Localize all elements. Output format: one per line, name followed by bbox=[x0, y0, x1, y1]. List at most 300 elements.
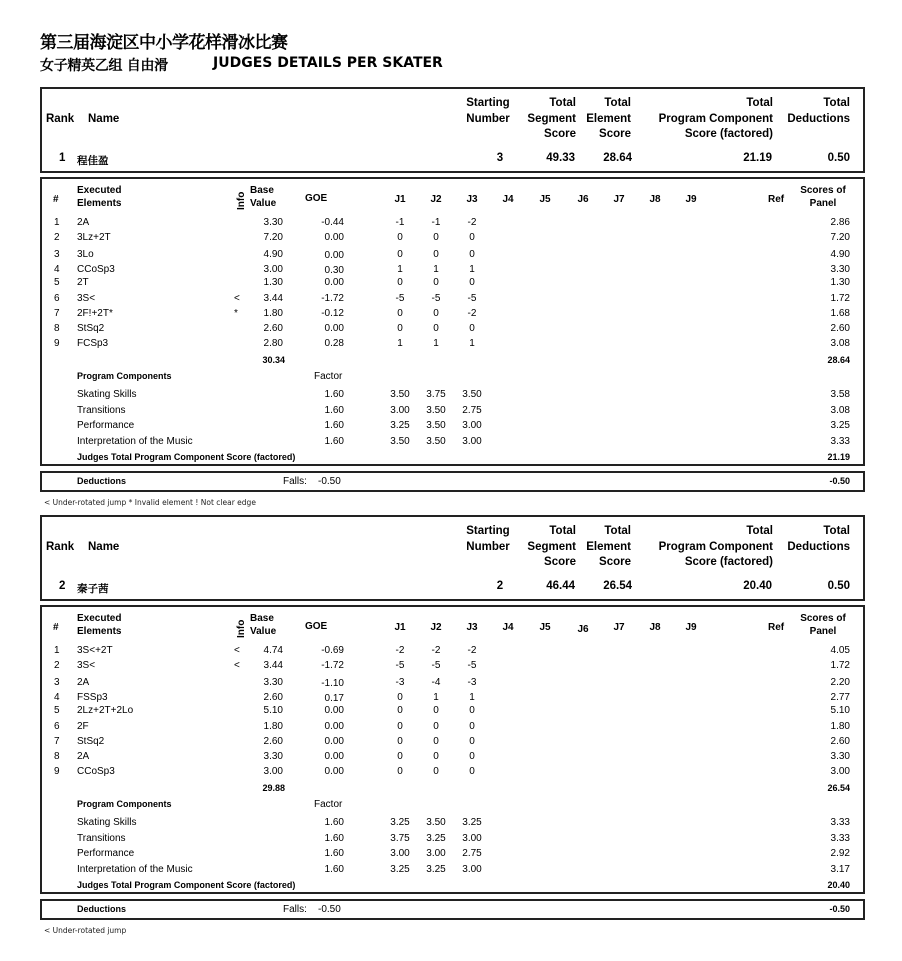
element-panel-score: 1.72 bbox=[830, 292, 850, 304]
total-deductions-header-line: Total bbox=[823, 97, 850, 109]
component-panel-score: 3.25 bbox=[830, 420, 850, 432]
element-base-value: 3.44 bbox=[263, 660, 283, 672]
total-pcs-header-line: Program Component bbox=[658, 540, 773, 553]
component-factor: 1.60 bbox=[324, 832, 344, 844]
falls-value: -0.50 bbox=[318, 476, 341, 487]
element-panel-score: 4.05 bbox=[830, 645, 850, 656]
element-score-total: 26.54 bbox=[827, 783, 850, 793]
judge-header-j1: J1 bbox=[394, 194, 406, 205]
element-num: 2 bbox=[54, 232, 60, 244]
element-base-value: 4.90 bbox=[263, 248, 283, 260]
element-panel-score: 2.77 bbox=[830, 691, 850, 703]
total-pcs: 20.40 bbox=[743, 580, 772, 592]
component-judge-score: 3.50 bbox=[462, 389, 482, 400]
name-header: Name bbox=[88, 541, 120, 553]
element-judge-score: 1 bbox=[469, 691, 475, 703]
element-judge-score: 0 bbox=[397, 720, 403, 732]
element-judge-score: 0 bbox=[433, 705, 439, 717]
total-segment-score-header bbox=[518, 524, 576, 571]
total-pcs-header-line: Total bbox=[746, 525, 773, 537]
info-header: Info bbox=[236, 191, 247, 210]
deductions-label: Deductions bbox=[77, 476, 127, 486]
total-element-score-header-line: Total bbox=[604, 525, 631, 537]
program-components-header: Program Components bbox=[77, 799, 172, 809]
element-goe: 0.00 bbox=[324, 735, 344, 747]
element-goe: -1.10 bbox=[321, 677, 344, 689]
component-name: Interpretation of the Music bbox=[77, 864, 193, 876]
element-num: 6 bbox=[54, 720, 60, 732]
total-segment-score-header bbox=[518, 96, 576, 143]
component-factor: 1.60 bbox=[324, 864, 344, 876]
component-judge-score: 3.25 bbox=[390, 864, 410, 876]
component-name: Transitions bbox=[77, 404, 126, 416]
component-factor: 1.60 bbox=[324, 420, 344, 432]
element-judge-score: 1 bbox=[469, 337, 475, 349]
element-judge-score: 0 bbox=[397, 750, 403, 762]
element-goe: -1.72 bbox=[321, 660, 344, 672]
judge-header-j7: J7 bbox=[613, 622, 625, 633]
element-goe: 0.17 bbox=[324, 692, 344, 704]
total-element-score-header bbox=[585, 524, 631, 571]
element-goe: 0.00 bbox=[324, 249, 344, 261]
component-judge-score: 2.75 bbox=[462, 404, 482, 416]
element-judge-score: 0 bbox=[433, 248, 439, 260]
element-judge-score: 0 bbox=[433, 307, 439, 319]
judge-header-j9: J9 bbox=[685, 622, 697, 633]
component-judge-score: 3.50 bbox=[426, 420, 446, 432]
component-judge-score: 3.00 bbox=[426, 848, 446, 860]
skater-rank: 1 bbox=[59, 152, 66, 164]
element-judge-score: 0 bbox=[469, 750, 475, 762]
element-code: 3S<+2T bbox=[77, 645, 113, 656]
program-components-header: Program Components bbox=[77, 371, 172, 381]
starting-number-header-line: Number bbox=[466, 112, 510, 125]
element-judge-score: 1 bbox=[469, 263, 475, 275]
element-code: CCoSp3 bbox=[77, 765, 115, 777]
element-panel-score: 1.80 bbox=[830, 720, 850, 732]
base-value-header-line: Base bbox=[250, 185, 274, 196]
starting-number-header-line: Number bbox=[466, 540, 510, 553]
total-deductions: 0.50 bbox=[827, 580, 850, 592]
executed-elements-header bbox=[77, 184, 121, 210]
judge-header-j5: J5 bbox=[539, 194, 551, 205]
element-judge-score: 0 bbox=[397, 232, 403, 244]
element-judge-score: 0 bbox=[397, 307, 403, 319]
element-judge-score: 0 bbox=[433, 277, 439, 289]
judge-header-j4: J4 bbox=[502, 622, 514, 633]
base-value-header bbox=[250, 612, 276, 638]
component-judge-score: 3.50 bbox=[390, 389, 410, 400]
base-value-total: 29.88 bbox=[262, 783, 285, 793]
element-judge-score: 0 bbox=[469, 248, 475, 260]
total-deductions-header bbox=[780, 96, 850, 127]
element-judge-score: -2 bbox=[467, 645, 477, 656]
element-code: 2Lz+2T+2Lo bbox=[77, 705, 134, 717]
element-judge-score: 0 bbox=[469, 735, 475, 747]
element-base-value: 3.44 bbox=[263, 292, 283, 304]
starting-number-header-line: Starting bbox=[466, 525, 510, 537]
component-judge-score: 3.50 bbox=[426, 817, 446, 828]
component-panel-score: 3.33 bbox=[830, 817, 850, 828]
judge-header-j1: J1 bbox=[394, 622, 406, 633]
element-code: FSSp3 bbox=[77, 691, 108, 703]
element-panel-score: 2.20 bbox=[830, 676, 850, 688]
element-num: 1 bbox=[54, 645, 60, 656]
element-num: 7 bbox=[54, 735, 60, 747]
skater-name: 程佳盈 bbox=[77, 155, 109, 167]
starting-number-header bbox=[460, 524, 516, 555]
component-factor: 1.60 bbox=[324, 848, 344, 860]
element-judge-score: 1 bbox=[433, 263, 439, 275]
element-goe: 0.00 bbox=[324, 750, 344, 762]
starting-number-header bbox=[460, 96, 516, 127]
component-judge-score: 3.50 bbox=[426, 436, 446, 448]
legend-note: < Under-rotated jump bbox=[44, 926, 127, 935]
element-goe: 0.00 bbox=[324, 277, 344, 289]
element-info: * bbox=[234, 307, 238, 319]
element-goe: 0.00 bbox=[324, 232, 344, 244]
element-base-value: 3.00 bbox=[263, 765, 283, 777]
element-num: 8 bbox=[54, 322, 60, 334]
component-factor: 1.60 bbox=[324, 404, 344, 416]
component-judge-score: 3.50 bbox=[426, 404, 446, 416]
element-info: < bbox=[234, 292, 240, 304]
element-num: 7 bbox=[54, 307, 60, 319]
component-name: Performance bbox=[77, 848, 135, 860]
total-deductions: 0.50 bbox=[827, 152, 850, 164]
element-goe: 0.00 bbox=[324, 765, 344, 777]
component-judge-score: 3.00 bbox=[390, 848, 410, 860]
element-num: 1 bbox=[54, 217, 60, 228]
total-deductions-header-line: Deductions bbox=[787, 112, 850, 125]
ref-header: Ref bbox=[768, 194, 785, 205]
element-num: 4 bbox=[54, 263, 60, 275]
element-judge-score: 0 bbox=[397, 248, 403, 260]
starting-number-header-line: Starting bbox=[466, 97, 510, 109]
element-judge-score: 0 bbox=[469, 705, 475, 717]
judges-total-pcs-value: 21.19 bbox=[827, 452, 850, 462]
element-score-total: 28.64 bbox=[827, 355, 850, 365]
component-factor: 1.60 bbox=[324, 389, 344, 400]
judge-header-j9: J9 bbox=[685, 194, 697, 205]
ref-header: Ref bbox=[768, 622, 785, 633]
total-segment-score-header-line: Total bbox=[549, 525, 576, 537]
rank-header: Rank bbox=[46, 541, 75, 553]
element-judge-score: -2 bbox=[395, 645, 405, 656]
falls-label: Falls: bbox=[283, 476, 307, 487]
element-goe: -1.72 bbox=[321, 292, 344, 304]
judge-header-j8: J8 bbox=[649, 194, 661, 205]
component-judge-score: 3.00 bbox=[462, 436, 482, 448]
judges-total-pcs-value: 20.40 bbox=[827, 880, 850, 890]
component-name: Performance bbox=[77, 420, 135, 432]
element-num: 6 bbox=[54, 292, 60, 304]
component-panel-score: 2.92 bbox=[830, 848, 850, 860]
element-judge-score: 0 bbox=[397, 691, 403, 703]
deductions-label: Deductions bbox=[77, 904, 127, 914]
factor-header: Factor bbox=[314, 371, 343, 382]
element-base-value: 3.00 bbox=[263, 263, 283, 275]
component-panel-score: 3.17 bbox=[830, 864, 850, 876]
base-value-header-line: Value bbox=[250, 626, 277, 637]
skater-name: 秦子茜 bbox=[77, 583, 109, 595]
element-judge-score: -3 bbox=[467, 676, 477, 688]
element-code: 3Lo bbox=[77, 248, 94, 260]
element-base-value: 1.80 bbox=[263, 720, 283, 732]
judge-header-j6: J6 bbox=[577, 194, 589, 205]
element-info: < bbox=[234, 645, 240, 656]
element-judge-score: 0 bbox=[433, 232, 439, 244]
executed-elements-header-line: Elements bbox=[77, 626, 122, 637]
total-element-score-header-line: Score bbox=[599, 128, 631, 140]
num-header: # bbox=[53, 622, 59, 633]
element-base-value: 2.60 bbox=[263, 322, 283, 334]
element-base-value: 4.74 bbox=[263, 645, 283, 656]
element-judge-score: 0 bbox=[469, 277, 475, 289]
element-num: 5 bbox=[54, 705, 60, 717]
element-code: 2F bbox=[77, 720, 89, 732]
rank-header: Rank bbox=[46, 113, 75, 125]
judges-total-pcs-label: Judges Total Program Component Score (factored) bbox=[77, 880, 296, 890]
element-judge-score: 0 bbox=[433, 322, 439, 334]
judge-header-j5: J5 bbox=[539, 622, 551, 633]
element-base-value: 1.80 bbox=[263, 307, 283, 319]
factor-header: Factor bbox=[314, 799, 343, 810]
element-judge-score: -3 bbox=[395, 676, 405, 688]
total-element-score-header-line: Element bbox=[586, 540, 631, 553]
component-name: Interpretation of the Music bbox=[77, 436, 193, 448]
element-judge-score: 1 bbox=[397, 263, 403, 275]
element-judge-score: -2 bbox=[467, 307, 477, 319]
deductions-total: -0.50 bbox=[829, 476, 850, 486]
total-element-score-header-line: Total bbox=[604, 97, 631, 109]
element-judge-score: -1 bbox=[431, 217, 441, 228]
element-panel-score: 5.10 bbox=[830, 705, 850, 717]
component-name: Skating Skills bbox=[77, 389, 137, 400]
judge-header-j2: J2 bbox=[430, 622, 442, 633]
total-deductions-header bbox=[780, 524, 850, 555]
component-panel-score: 3.08 bbox=[830, 404, 850, 416]
element-num: 9 bbox=[54, 765, 60, 777]
judge-header-j7: J7 bbox=[613, 194, 625, 205]
starting-number: 2 bbox=[496, 580, 504, 592]
element-panel-score: 2.60 bbox=[830, 322, 850, 334]
base-value-total: 30.34 bbox=[262, 355, 285, 365]
total-deductions-header-line: Deductions bbox=[787, 540, 850, 553]
element-code: CCoSp3 bbox=[77, 263, 115, 275]
executed-elements-header bbox=[77, 612, 121, 638]
component-judge-score: 3.75 bbox=[390, 832, 410, 844]
scores-of-panel-header-line: Panel bbox=[809, 626, 837, 637]
total-element-score-header bbox=[585, 96, 631, 143]
element-judge-score: 0 bbox=[469, 720, 475, 732]
executed-elements-header-line: Executed bbox=[77, 613, 122, 624]
element-judge-score: 0 bbox=[433, 735, 439, 747]
element-base-value: 3.30 bbox=[263, 750, 283, 762]
element-base-value: 5.10 bbox=[263, 705, 283, 717]
element-num: 2 bbox=[54, 660, 60, 672]
element-num: 3 bbox=[54, 676, 60, 688]
goe-header: GOE bbox=[305, 193, 328, 204]
element-judge-score: 0 bbox=[397, 705, 403, 717]
element-judge-score: -1 bbox=[395, 217, 405, 228]
total-element-score-header-line: Element bbox=[586, 112, 631, 125]
judge-header-j3: J3 bbox=[466, 622, 478, 633]
total-element-score-header-line: Score bbox=[599, 556, 631, 568]
element-code: FCSp3 bbox=[77, 337, 109, 349]
component-name: Transitions bbox=[77, 832, 126, 844]
element-goe: 0.00 bbox=[324, 322, 344, 334]
component-judge-score: 2.75 bbox=[462, 848, 482, 860]
total-segment-score: 46.44 bbox=[546, 580, 575, 592]
scores-of-panel-header bbox=[795, 184, 851, 210]
element-judge-score: 0 bbox=[469, 322, 475, 334]
element-base-value: 2.60 bbox=[263, 691, 283, 703]
component-judge-score: 3.00 bbox=[462, 420, 482, 432]
total-element-score: 28.64 bbox=[603, 152, 632, 164]
executed-elements-header-line: Elements bbox=[77, 198, 122, 209]
element-panel-score: 4.90 bbox=[830, 248, 850, 260]
element-panel-score: 3.30 bbox=[830, 750, 850, 762]
component-judge-score: 3.25 bbox=[462, 817, 482, 828]
category-segment: 女子精英乙组 自由滑 bbox=[40, 58, 168, 74]
legend-note: < Under-rotated jump * Invalid element ! Not clear edge bbox=[44, 498, 256, 507]
total-segment-score-header-line: Score bbox=[544, 556, 576, 568]
goe-header: GOE bbox=[305, 621, 328, 632]
element-judge-score: 0 bbox=[433, 720, 439, 732]
deductions-box bbox=[40, 899, 865, 920]
total-segment-score: 49.33 bbox=[546, 152, 575, 164]
deductions-total: -0.50 bbox=[829, 904, 850, 914]
element-code: 2A bbox=[77, 750, 90, 762]
element-base-value: 2.60 bbox=[263, 735, 283, 747]
component-panel-score: 3.33 bbox=[830, 832, 850, 844]
element-goe: -0.12 bbox=[321, 307, 344, 319]
element-code: 2T bbox=[77, 277, 89, 289]
element-panel-score: 1.30 bbox=[830, 277, 850, 289]
total-segment-score-header-line: Total bbox=[549, 97, 576, 109]
judge-header-j3: J3 bbox=[466, 194, 478, 205]
element-panel-score: 2.60 bbox=[830, 735, 850, 747]
report-title: JUDGES DETAILS PER SKATER bbox=[213, 55, 443, 71]
component-panel-score: 3.33 bbox=[830, 436, 850, 448]
info-header: Info bbox=[236, 619, 247, 638]
scores-of-panel-header-line: Scores of bbox=[800, 185, 846, 196]
element-num: 5 bbox=[54, 277, 60, 289]
component-judge-score: 3.25 bbox=[426, 832, 446, 844]
element-code: 3S< bbox=[77, 292, 96, 304]
scores-of-panel-header-line: Panel bbox=[809, 198, 837, 209]
element-panel-score: 3.30 bbox=[830, 263, 850, 275]
skater-detail-box bbox=[40, 605, 865, 894]
total-pcs-header-line: Total bbox=[746, 97, 773, 109]
element-code: 3S< bbox=[77, 660, 96, 672]
base-value-header-line: Value bbox=[250, 198, 277, 209]
element-judge-score: 0 bbox=[397, 765, 403, 777]
element-judge-score: 0 bbox=[397, 735, 403, 747]
element-base-value: 7.20 bbox=[263, 232, 283, 244]
element-judge-score: -5 bbox=[431, 660, 441, 672]
component-judge-score: 3.00 bbox=[462, 832, 482, 844]
base-value-header bbox=[250, 184, 276, 210]
base-value-header-line: Base bbox=[250, 613, 274, 624]
element-goe: 0.00 bbox=[324, 705, 344, 717]
element-goe: 0.30 bbox=[324, 264, 344, 276]
num-header: # bbox=[53, 194, 59, 205]
total-pcs-header-line: Score (factored) bbox=[684, 128, 773, 140]
element-panel-score: 3.00 bbox=[830, 765, 850, 777]
total-segment-score-header-line: Score bbox=[544, 128, 576, 140]
element-judge-score: 1 bbox=[397, 337, 403, 349]
element-judge-score: 0 bbox=[469, 232, 475, 244]
component-judge-score: 3.75 bbox=[426, 389, 446, 400]
element-judge-score: -2 bbox=[431, 645, 441, 656]
element-num: 3 bbox=[54, 248, 60, 260]
element-num: 4 bbox=[54, 691, 60, 703]
element-panel-score: 3.08 bbox=[830, 337, 850, 349]
element-judge-score: 0 bbox=[469, 765, 475, 777]
component-panel-score: 3.58 bbox=[830, 389, 850, 400]
deductions-box bbox=[40, 471, 865, 492]
element-judge-score: -2 bbox=[467, 217, 477, 228]
element-judge-score: -5 bbox=[395, 292, 405, 304]
starting-number: 3 bbox=[496, 152, 504, 164]
skater-rank: 2 bbox=[59, 580, 66, 592]
component-judge-score: 3.25 bbox=[390, 420, 410, 432]
judges-total-pcs-label: Judges Total Program Component Score (factored) bbox=[77, 452, 296, 462]
component-judge-score: 3.00 bbox=[390, 404, 410, 416]
element-goe: 0.00 bbox=[324, 720, 344, 732]
total-pcs-header-line: Program Component bbox=[658, 112, 773, 125]
executed-elements-header-line: Executed bbox=[77, 185, 122, 196]
element-num: 9 bbox=[54, 337, 60, 349]
component-judge-score: 3.25 bbox=[390, 817, 410, 828]
element-judge-score: -4 bbox=[431, 676, 441, 688]
element-base-value: 3.30 bbox=[263, 217, 283, 228]
scores-of-panel-header-line: Scores of bbox=[800, 613, 846, 624]
element-panel-score: 7.20 bbox=[830, 232, 850, 244]
component-judge-score: 3.25 bbox=[426, 864, 446, 876]
component-factor: 1.60 bbox=[324, 817, 344, 828]
judge-header-j8: J8 bbox=[649, 622, 661, 633]
total-element-score: 26.54 bbox=[603, 580, 632, 592]
element-panel-score: 2.86 bbox=[830, 217, 850, 228]
name-header: Name bbox=[88, 113, 120, 125]
judge-header-j2: J2 bbox=[430, 194, 442, 205]
total-pcs: 21.19 bbox=[743, 152, 772, 164]
component-factor: 1.60 bbox=[324, 436, 344, 448]
total-segment-score-header-line: Segment bbox=[527, 112, 576, 125]
element-panel-score: 1.68 bbox=[830, 307, 850, 319]
element-judge-score: 1 bbox=[433, 691, 439, 703]
element-code: 2F!+2T* bbox=[77, 307, 113, 319]
total-segment-score-header-line: Segment bbox=[527, 540, 576, 553]
scores-of-panel-header bbox=[795, 612, 851, 638]
element-goe: -0.69 bbox=[321, 645, 344, 656]
element-judge-score: 0 bbox=[397, 322, 403, 334]
element-goe: -0.44 bbox=[321, 217, 344, 228]
element-code: 2A bbox=[77, 676, 90, 688]
element-judge-score: -5 bbox=[431, 292, 441, 304]
skater-detail-box bbox=[40, 177, 865, 466]
element-judge-score: -5 bbox=[467, 292, 477, 304]
element-judge-score: -5 bbox=[467, 660, 477, 672]
element-base-value: 1.30 bbox=[263, 277, 283, 289]
element-code: StSq2 bbox=[77, 735, 105, 747]
total-pcs-header bbox=[640, 524, 773, 571]
event-title: 第三届海淀区中小学花样滑冰比赛 bbox=[40, 33, 288, 53]
total-pcs-header-line: Score (factored) bbox=[684, 556, 773, 568]
